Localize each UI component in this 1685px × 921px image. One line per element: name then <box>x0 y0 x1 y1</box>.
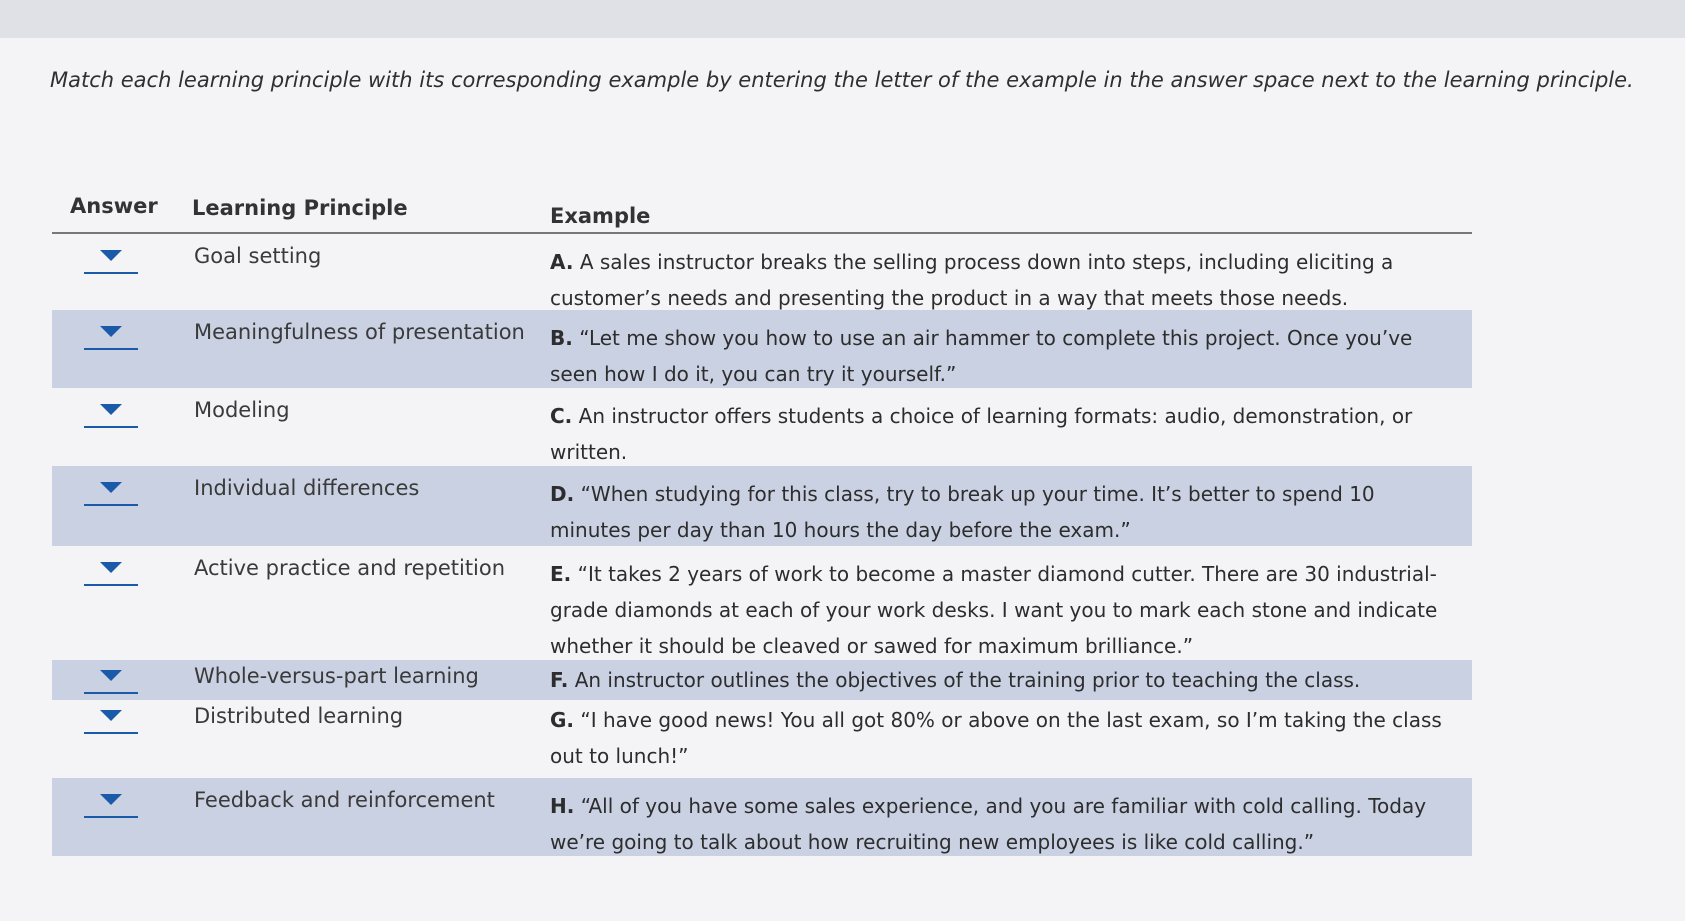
principle-label: Goal setting <box>194 244 322 268</box>
example-text <box>550 476 1450 548</box>
answer-dropdown[interactable] <box>84 398 138 428</box>
example-text <box>550 662 1450 698</box>
example-text <box>550 244 1450 316</box>
dropdown-arrow-icon <box>100 404 122 415</box>
answer-dropdown[interactable] <box>84 320 138 350</box>
example-letter: F. <box>550 668 569 692</box>
answer-dropdown[interactable] <box>84 476 138 506</box>
table-row <box>52 700 1472 778</box>
top-bar <box>0 0 1685 38</box>
example-body: An instructor offers students a choice of learning formats: audio, demonstration, or written. <box>550 404 1413 464</box>
example-body: “I have good news! You all got 80% or above on the last exam, so I’m taking the class out to lunch!” <box>550 708 1442 768</box>
principle-label: Whole-versus-part learning <box>194 664 479 688</box>
answer-dropdown[interactable] <box>84 664 138 694</box>
table-row <box>52 778 1472 856</box>
dropdown-arrow-icon <box>100 710 122 721</box>
principle-label: Distributed learning <box>194 704 404 728</box>
table-row <box>52 388 1472 466</box>
matching-table <box>52 190 1472 856</box>
example-letter: B. <box>550 326 573 350</box>
table-header <box>52 190 1472 234</box>
example-body: An instructor outlines the objectives of the training prior to teaching the class. <box>574 668 1361 692</box>
example-body: “It takes 2 years of work to become a master diamond cutter. There are 30 industrial-grade diamonds at each of your work desks. I want you to mark each stone and indicate whether it should be cleaved or sawed for maximum brilliance.” <box>550 562 1438 658</box>
example-text <box>550 398 1450 470</box>
answer-dropdown[interactable] <box>84 788 138 818</box>
answer-dropdown[interactable] <box>84 556 138 586</box>
dropdown-arrow-icon <box>100 670 122 681</box>
example-body: “All of you have some sales experience, and you are familiar with cold calling. Today we’re going to talk about how recruiting new employees is like cold calling.” <box>550 794 1427 854</box>
principle-label: Modeling <box>194 398 290 422</box>
example-letter: D. <box>550 482 575 506</box>
example-letter: G. <box>550 708 575 732</box>
dropdown-arrow-icon <box>100 794 122 805</box>
principle-label: Individual differences <box>194 476 420 500</box>
principle-label: Meaningfulness of presentation <box>194 320 525 344</box>
answer-dropdown[interactable] <box>84 244 138 274</box>
header-answer: Answer <box>70 194 158 218</box>
table-row <box>52 660 1472 700</box>
example-body: “Let me show you how to use an air hammer to complete this project. Once you’ve seen how I do it, you can try it yourself.” <box>550 326 1413 386</box>
dropdown-arrow-icon <box>100 250 122 261</box>
table-row <box>52 234 1472 310</box>
header-example: Example <box>550 204 651 228</box>
example-text <box>550 320 1450 392</box>
table-row <box>52 466 1472 546</box>
principle-label: Active practice and repetition <box>194 556 506 580</box>
example-letter: C. <box>550 404 573 428</box>
example-body: “When studying for this class, try to break up your time. It’s better to spend 10 minutes per day than 10 hours the day before the exam.” <box>550 482 1375 542</box>
example-letter: H. <box>550 794 575 818</box>
example-text <box>550 702 1450 774</box>
answer-dropdown[interactable] <box>84 704 138 734</box>
example-text <box>550 556 1450 664</box>
example-letter: E. <box>550 562 572 586</box>
dropdown-arrow-icon <box>100 326 122 337</box>
dropdown-arrow-icon <box>100 482 122 493</box>
example-text <box>550 788 1450 860</box>
table-row <box>52 546 1472 660</box>
table-row <box>52 310 1472 388</box>
principle-label: Feedback and reinforcement <box>194 788 495 812</box>
example-body: A sales instructor breaks the selling process down into steps, including eliciting a customer’s needs and presenting the product in a way that meets those needs. <box>550 250 1394 310</box>
example-letter: A. <box>550 250 574 274</box>
dropdown-arrow-icon <box>100 562 122 573</box>
header-learning-principle: Learning Principle <box>192 196 408 220</box>
instructions-text: Match each learning principle with its corresponding example by entering the letter of the example in the answer space next to the learning principle. <box>50 68 1634 92</box>
